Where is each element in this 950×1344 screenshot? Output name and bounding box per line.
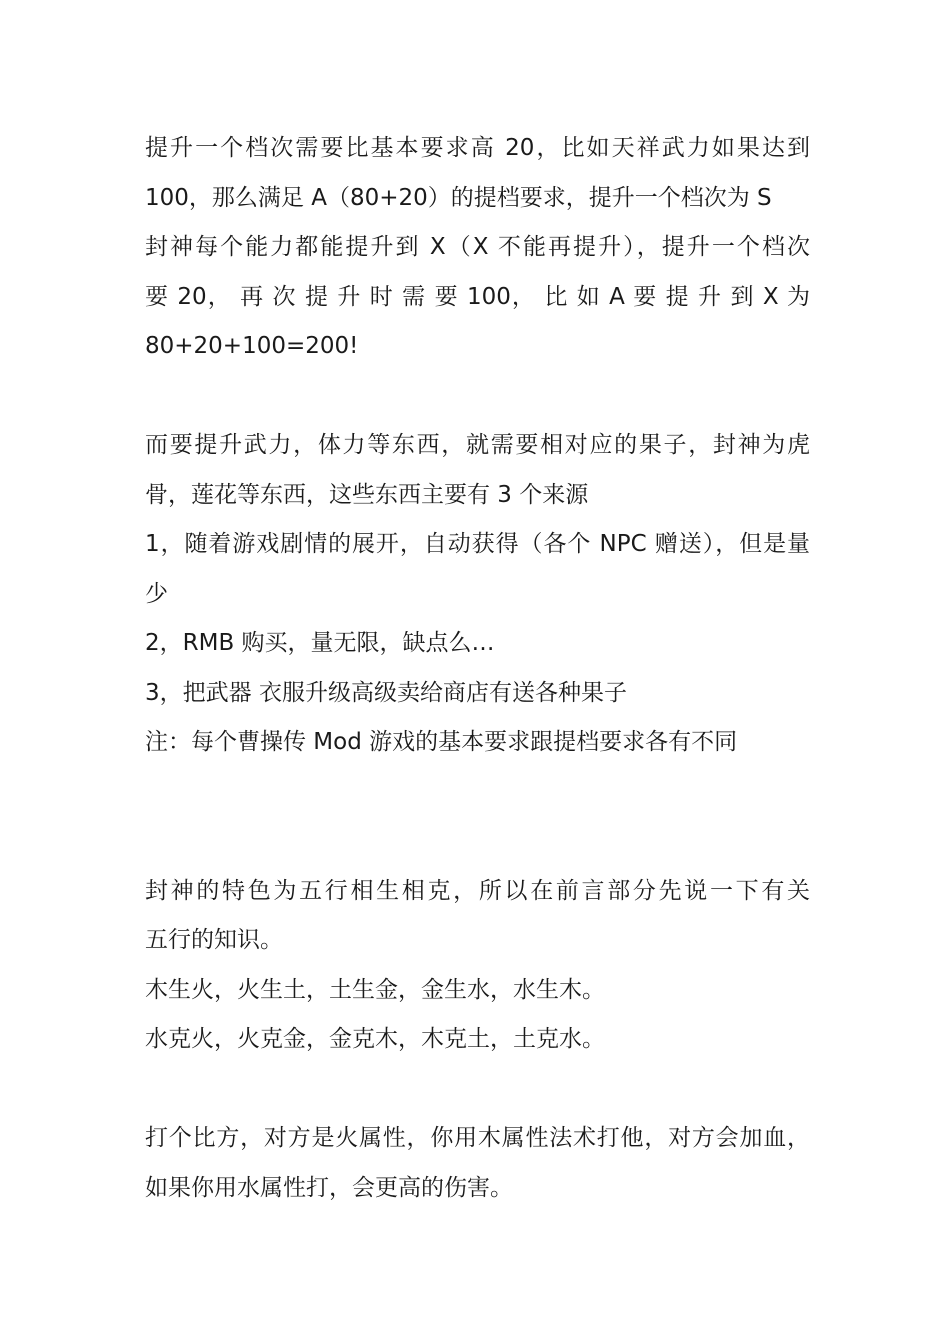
paragraph-spacer <box>145 1065 810 1115</box>
paragraph-five-elements <box>145 867 810 1065</box>
text-line: 提升一个档次需要比基本要求高 20，比如天祥武力如果达到 <box>145 135 810 161</box>
paragraph-example <box>145 1114 810 1213</box>
text-line: 五行的知识。 <box>145 927 283 953</box>
paragraph-fruit-sources <box>145 421 810 768</box>
text-line: 80+20+100=200! <box>145 333 359 359</box>
text-line: 封神的特色为五行相生相克，所以在前言部分先说一下有关 <box>145 877 810 904</box>
text-line: 3，把武器 衣服升级高级卖给商店有送各种果子 <box>145 679 627 706</box>
paragraph-upgrade-rules <box>145 124 810 372</box>
text-line: 打个比方，对方是火属性，你用木属性法术打他，对方会加血， <box>145 1125 810 1151</box>
text-line: 骨，莲花等东西，这些东西主要有 3 个来源 <box>145 481 589 508</box>
paragraph-spacer <box>145 768 810 818</box>
paragraph-spacer <box>145 372 810 422</box>
document-body <box>145 124 810 1213</box>
text-line: 而要提升武力，体力等东西，就需要相对应的果子，封神为虎 <box>145 432 810 458</box>
text-line: 100，那么满足 A（80+20）的提档要求，提升一个档次为 S <box>145 184 772 211</box>
text-line: 注：每个曹操传 Mod 游戏的基本要求跟提档要求各有不同 <box>145 729 738 755</box>
text-line: 要 20， 再 次 提 升 时 需 要 100， 比 如 A 要 提 升 到 X 为 <box>145 283 810 310</box>
text-line: 2，RMB 购买，量无限，缺点么… <box>145 630 495 656</box>
paragraph-spacer <box>145 817 810 867</box>
text-line: 水克火，火克金，金克木，木克土，土克水。 <box>145 1026 605 1052</box>
text-line: 木生火，火生土，土生金，金生水，水生木。 <box>145 976 605 1003</box>
text-line: 1，随着游戏剧情的展开，自动获得（各个 NPC 赠送），但是量 <box>145 531 810 557</box>
text-line: 如果你用水属性打，会更高的伤害。 <box>145 1174 513 1201</box>
text-line: 封神每个能力都能提升到 X（X 不能再提升），提升一个档次 <box>145 234 810 260</box>
text-line: 少 <box>145 580 168 607</box>
